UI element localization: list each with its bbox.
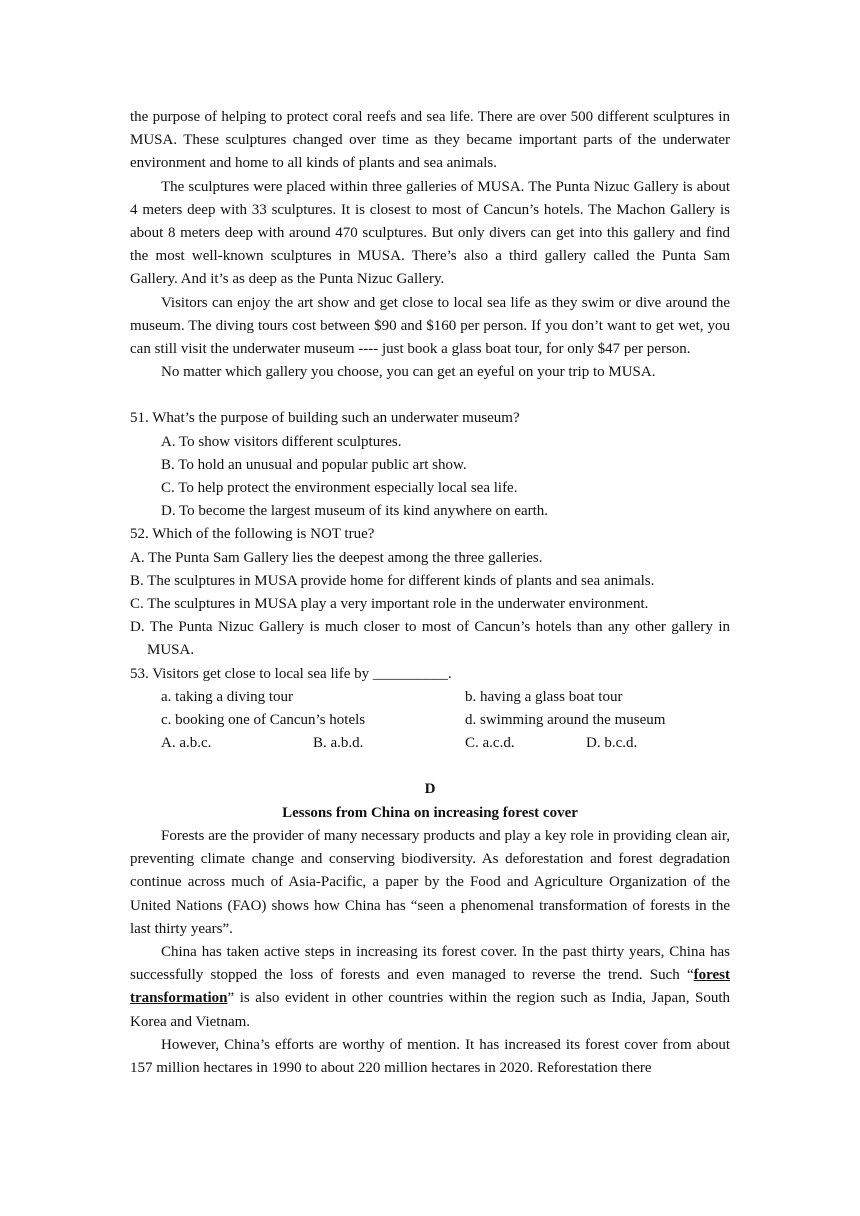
question-52-option-d: D. The Punta Nizuc Gallery is much closer to most of Cancun’s hotels than any other gallery in MUSA. (130, 619, 730, 659)
key-term-forest-transformation: forest transformation (130, 967, 730, 1007)
document-page (130, 106, 730, 1080)
spacer (130, 755, 730, 778)
question-53-option-d: D. b.c.d. (586, 735, 638, 752)
paragraph-text-start: China has taken active steps in increasing its forest cover. In the past thirty years, China has successfully stopped the loss of forests and even managed to reverse the trend. Such “ (130, 943, 730, 984)
question-51-option-b: B. To hold an unusual and popular public art show. (161, 456, 467, 473)
question-51-option-a: A. To show visitors different sculptures. (161, 433, 402, 450)
question-51-stem: 51. What’s the purpose of building such an underwater museum? (130, 410, 520, 427)
passage-c-paragraph-3: Visitors can enjoy the art show and get close to local sea life as they swim or dive around the museum. The diving tours cost between $90 and $160 per person. If you don’t want to get wet, you can still visit the underwater museum ---- just book a glass boat tour, for only $47 per person. (130, 294, 730, 358)
question-52-option-b: B. The sculptures in MUSA provide home for different kinds of plants and sea animals. (130, 572, 655, 589)
question-53-option-a: A. a.b.c. (161, 735, 212, 752)
passage-d-paragraph-3: However, China’s efforts are worthy of mention. It has increased its forest cover from about 157 million hectares in 1990 to about 220 million hectares in 2020. Reforestation there (130, 1036, 730, 1076)
question-53-item-b: b. having a glass boat tour (465, 688, 623, 705)
passage-d-paragraph-1: Forests are the provider of many necessary products and play a key role in providing clean air, preventing climate change and conserving biodiversity. As deforestation and forest degradation continue across much of Asia-Pacific, a paper by the Food and Agriculture Organization of the United Nations (FAO) shows how China has “seen a phenomenal transformation of forests in the last thirty years”. (130, 827, 730, 937)
section-letter: D (424, 781, 436, 798)
passage-c-paragraph-2: The sculptures were placed within three galleries of MUSA. The Punta Nizuc Gallery is about 4 meters deep with 33 sculptures. It is closest to most of Cancun’s hotels. The Machon Gallery is about 8 meters deep with around 470 sculptures. But only divers can get into this gallery and find the most well-known sculptures in MUSA. There’s also a third gallery called the Punta Sam Gallery. And it’s as deep as the Punta Nizuc Gallery. (130, 178, 730, 288)
passage-d-paragraph-2 (130, 941, 730, 1034)
passage-c-paragraph-1: the purpose of helping to protect coral reefs and sea life. There are over 500 different sculptures in MUSA. These sculptures changed over time as they became important parts of the underwater environment and home to all kinds of plants and sea animals. (130, 109, 730, 172)
question-51-option-d: D. To become the largest museum of its kind anywhere on earth. (161, 503, 549, 520)
question-53-option-c: C. a.c.d. (465, 735, 515, 752)
paragraph-text-end: ” is also evident in other countries within the region such as India, Japan, South Korea and Vietnam. (130, 990, 730, 1030)
question-52-stem: 52. Which of the following is NOT true? (130, 526, 375, 543)
question-51-option-c: C. To help protect the environment especially local sea life. (161, 480, 518, 497)
passage-d-title: Lessons from China on increasing forest cover (282, 804, 578, 821)
question-53-item-a: a. taking a diving tour (161, 688, 294, 705)
passage-c-paragraph-4: No matter which gallery you choose, you can get an eyeful on your trip to MUSA. (161, 364, 656, 381)
question-52-option-a: A. The Punta Sam Gallery lies the deepest among the three galleries. (130, 549, 543, 566)
question-53-option-b: B. a.b.d. (313, 735, 364, 752)
question-53-options-row (130, 732, 730, 755)
spacer (130, 384, 730, 407)
question-53-item-c: c. booking one of Cancun’s hotels (161, 712, 366, 729)
question-53-item-d: d. swimming around the museum (465, 712, 666, 729)
question-53-stem: 53. Visitors get close to local sea life by __________. (130, 665, 452, 682)
question-52-option-c: C. The sculptures in MUSA play a very important role in the underwater environment. (130, 596, 649, 613)
question-53-items-row-1 (130, 686, 730, 709)
question-53-items-row-2 (130, 709, 730, 732)
